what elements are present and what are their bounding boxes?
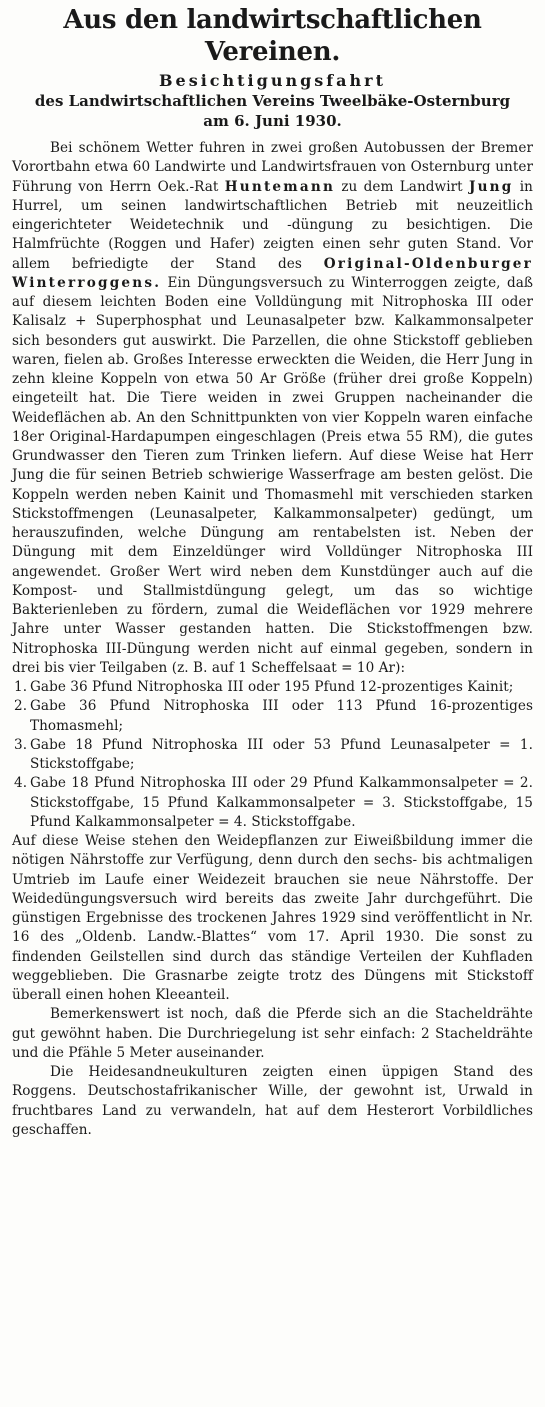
list-item-text: Gabe 36 Pfund Nitrophoska III oder 113 Pfund 16-prozentiges Thomasmehl; (30, 698, 533, 734)
paragraph-1-part-d: Ein Düngungsversuch zu Winterroggen zeigte, daß auf diesem leichten Boden eine Volldüngung mit Nitrophoska III oder Kalisalz + Superphosphat und Leunasalpeter bzw. Kalkammonsalpeter sich besonders gut auswirkt. Die Parzellen, die ohne Stickstoff geblieben waren, fielen ab. Großes Interesse erweckten die Weiden, die Herr Jung in zehn kleine Koppeln von etwa 50 Ar Größe (früher drei große Koppeln) eingeteilt hat. Die Tiere weiden in zwei Gruppen nacheinander die Weideflächen ab. An den Schnittpunkten von vier Koppeln waren einfache 18er Original-Hardapumpen eingeschlagen (Preis etwa 55 RM), die gutes Grundwasser den Tieren zum Trinken liefern. Auf diese Weise hat Herr Jung die für seinen Betrieb schwierige Wasserfrage am besten gelöst. Die Koppeln werden neben Kainit und Thomasmehl mit verschieden starken Stickstoffmengen (Leunasalpeter, Kalkammonsalpeter) gedüngt, um herauszufinden, welche Düngung am rentabelsten ist. Neben der Düngung mit dem Einzeldünger wird Volldünger Nitrophoska III angewendet. Großer Wert wird neben dem Kunstdünger auch auf die Kompost- und Stallmistdüngung gelegt, um das so wichtige Bakterienleben zu fördern, zumal die Weideflächen vor 1929 mehrere Jahre unter Wasser gestanden hatten. Die Stickstoffmengen bzw. Nitrophoska III-Düngung werden nicht auf einmal gegeben, sondern in drei bis vier Teilgaben (z. B. auf 1 Scheffelsaat = 10 Ar): (12, 274, 533, 676)
paragraph-1 (12, 139, 533, 678)
fertilizer-list (12, 678, 533, 832)
list-item-text: Gabe 18 Pfund Nitrophoska III oder 29 Pfund Kalkammonsalpeter = 2. Stickstoffgabe, 15 Pfund Kalkammonsalpeter = 3. Stickstoffgabe, 15 Pfund Kalkammonsalpeter = 4. Stickstoffgabe. (30, 775, 533, 830)
name-huntemann: Huntemann (224, 178, 336, 195)
list-item-text: Gabe 36 Pfund Nitrophoska III oder 195 Pfund 12-prozentiges Kainit; (30, 679, 514, 695)
name-jung: Jung (468, 178, 514, 195)
list-item-number: 4. (14, 775, 28, 792)
article-subhead: Besichtigungsfahrt (159, 71, 386, 90)
article-headline: Aus den landwirtschaftlichen Vereinen. (63, 5, 482, 67)
list-item (12, 774, 533, 832)
article-subline-organisation: des Landwirtschaftlichen Vereins Tweelbäke-Osternburg (34, 92, 511, 110)
paragraph-1-part-a: Bei schönem Wetter fuhren in zwei großen Autobussen der Bremer Vorortbahn etwa 60 Landwirte und Landwirtsfrauen von Osternburg unter Führung von Herrn Oek.-Rat (12, 140, 533, 195)
paragraph-4: Die Heidesandneukulturen zeigten einen üppigen Stand des Roggens. Deutschostafrikanischer Wille, der gewohnt ist, Urwald in fruchtbares Land zu verwandeln, hat auf dem Hesterort Vorbildliches geschaffen. (12, 1064, 533, 1138)
list-item-number: 1. (14, 679, 28, 695)
paragraph-2: Auf diese Weise stehen den Weidepflanzen zur Eiweißbildung immer die nötigen Nährstoffe zur Verfügung, denn durch den sechs- bis achtmaligen Umtrieb im Laufe einer Weidezeit brauchen sie neue Nährstoffe. Der Weidedüngungsversuch wird bereits das zweite Jahr durchgeführt. Die günstigen Ergebnisse des trockenen Jahres 1929 sind veröffentlicht in Nr. 16 des „Oldenb. Landw.-Blattes“ vom 17. April 1930. Die sonst zu findenden Geilstellen sind durch das ständige Verteilen der Kuhfladen weggeblieben. Die Grasnarbe zeigte trotz des Düngens mit Stickstoff überall einen hohen Kleeanteil. (12, 833, 533, 1003)
name-winterroggen: Original-Oldenburger Winterroggens. (12, 255, 533, 291)
list-item (12, 678, 533, 697)
list-item-number: 2. (14, 698, 28, 715)
article-subline-date: am 6. Juni 1930. (203, 112, 342, 130)
paragraph-1-part-b: zu dem Landwirt (335, 178, 469, 195)
list-item (12, 736, 533, 775)
list-item (12, 697, 533, 736)
list-item-text: Gabe 18 Pfund Nitrophoska III oder 53 Pfund Leunasalpeter = 1. Stickstoffgabe; (30, 736, 533, 772)
list-item-number: 3. (14, 736, 28, 753)
article-body (12, 139, 533, 1140)
paragraph-3: Bemerkenswert ist noch, daß die Pferde sich an die Stacheldrähte gut gewöhnt haben. Die Durchriegelung ist sehr einfach: 2 Stacheldrähte und die Pfähle 5 Meter auseinander. (12, 1006, 533, 1061)
paragraph-1-part-c: in Hurrel, um seinen landwirtschaftlichen Betrieb mit neuzeitlich eingerichteter Weidetechnik und -düngung zu besichtigen. Die Halmfrüchte (Roggen und Hafer) zeigten einen sehr guten Stand. Vor allem befriedigte der Stand des (12, 178, 533, 272)
